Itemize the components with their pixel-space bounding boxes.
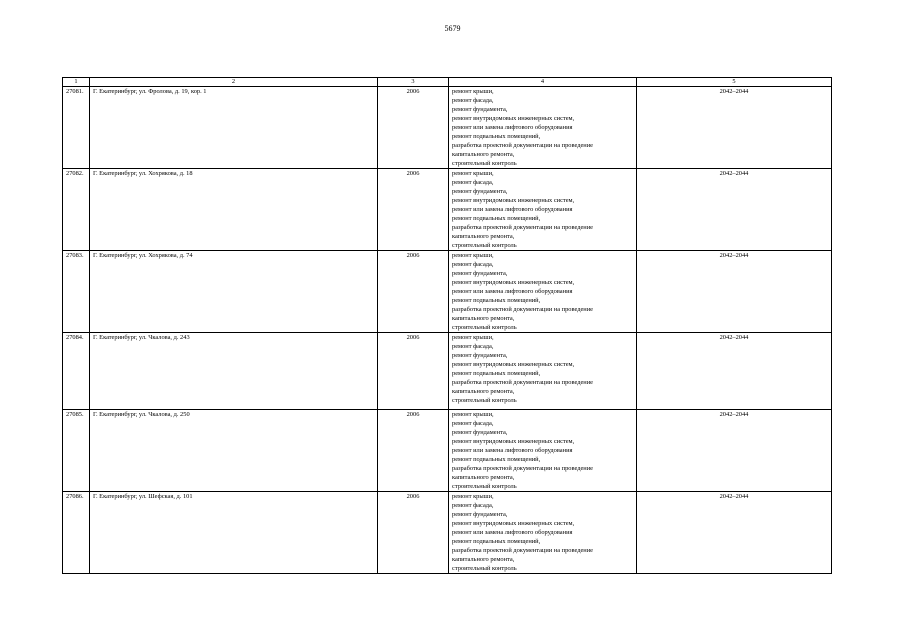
work-item: ремонт крыши, [452,493,494,500]
table-row [63,492,832,574]
work-item: разработка проектной документации на проведение [452,224,593,231]
row-address: Г. Екатеринбург, ул. Хохрякова, д. 74 [90,251,378,333]
table-row [63,169,832,251]
work-item: разработка проектной документации на проведение [452,379,593,386]
header-col-2: 2 [90,78,378,87]
row-address: Г. Екатеринбург, ул. Хохрякова, д. 18 [90,169,378,251]
row-address: Г. Екатеринбург, ул. Фролова, д. 19, кор. 1 [90,87,378,169]
header-col-5: 5 [637,78,832,87]
work-item: разработка проектной документации на проведение [452,142,593,149]
work-item: строительный контроль [452,565,517,572]
work-item: строительный контроль [452,242,517,249]
work-item: ремонт или замена лифтового оборудования [452,529,573,536]
work-item: строительный контроль [452,324,517,331]
work-item: ремонт подвальных помещений, [452,538,541,545]
row-period: 2042–2044 [637,333,832,410]
work-item: ремонт внутридомовых инженерных систем, [452,520,575,527]
row-works [449,410,637,492]
work-item: ремонт фасада, [452,97,494,104]
header-col-3: 3 [378,78,449,87]
table-row [63,251,832,333]
header-col-1: 1 [63,78,90,87]
row-year: 2006 [378,333,449,410]
work-item: ремонт подвальных помещений, [452,456,541,463]
work-item: ремонт фасада, [452,179,494,186]
work-item: капитального ремонта, [452,556,515,563]
work-item: ремонт внутридомовых инженерных систем, [452,361,575,368]
row-number: 27081. [63,87,90,169]
work-item: ремонт крыши, [452,170,494,177]
row-works [449,251,637,333]
work-item: ремонт фундамента, [452,270,508,277]
work-item: ремонт фасада, [452,502,494,509]
row-year: 2006 [378,410,449,492]
work-item: ремонт фасада, [452,420,494,427]
work-item: ремонт внутридомовых инженерных систем, [452,438,575,445]
row-year: 2006 [378,169,449,251]
work-item: ремонт или замена лифтового оборудования [452,288,573,295]
work-item: капитального ремонта, [452,474,515,481]
work-item: строительный контроль [452,397,517,404]
header-col-4: 4 [449,78,637,87]
work-item: капитального ремонта, [452,315,515,322]
work-item: ремонт крыши, [452,334,494,341]
row-works [449,492,637,574]
work-item: ремонт или замена лифтового оборудования [452,124,573,131]
work-item: ремонт фундамента, [452,106,508,113]
work-item: строительный контроль [452,483,517,490]
work-item: ремонт внутридомовых инженерных систем, [452,279,575,286]
row-period: 2042–2044 [637,251,832,333]
work-item: ремонт подвальных помещений, [452,215,541,222]
work-item: ремонт фундамента, [452,511,508,518]
page-number: 5679 [444,24,461,33]
work-item: ремонт или замена лифтового оборудования [452,447,573,454]
row-period: 2042–2044 [637,410,832,492]
row-year: 2006 [378,492,449,574]
work-item: капитального ремонта, [452,151,515,158]
work-item: разработка проектной документации на проведение [452,306,593,313]
row-period: 2042–2044 [637,169,832,251]
work-item: ремонт фасада, [452,343,494,350]
work-item: ремонт внутридомовых инженерных систем, [452,197,575,204]
row-address: Г. Екатеринбург, ул. Чкалова, д. 250 [90,410,378,492]
row-number: 27084. [63,333,90,410]
row-address: Г. Екатеринбург, ул. Шефская, д. 101 [90,492,378,574]
work-item: ремонт фундамента, [452,429,508,436]
header-row [63,78,832,87]
row-period: 2042–2044 [637,87,832,169]
work-item: ремонт или замена лифтового оборудования [452,206,573,213]
work-item: ремонт подвальных помещений, [452,133,541,140]
row-number: 27083. [63,251,90,333]
row-year: 2006 [378,251,449,333]
row-number: 27085. [63,410,90,492]
work-item: ремонт подвальных помещений, [452,297,541,304]
row-works [449,169,637,251]
row-works [449,333,637,410]
row-period: 2042–2044 [637,492,832,574]
table-row [63,333,832,410]
work-item: разработка проектной документации на проведение [452,547,593,554]
row-number: 27086. [63,492,90,574]
work-item: капитального ремонта, [452,388,515,395]
work-item: ремонт фундамента, [452,188,508,195]
work-item: ремонт крыши, [452,88,494,95]
table-body [63,87,832,574]
register-table [62,77,832,574]
work-item: разработка проектной документации на проведение [452,465,593,472]
work-item: строительный контроль [452,160,517,167]
work-item: ремонт крыши, [452,252,494,259]
work-item: ремонт фасада, [452,261,494,268]
work-item: ремонт фундамента, [452,352,508,359]
row-year: 2006 [378,87,449,169]
row-number: 27082. [63,169,90,251]
work-item: ремонт подвальных помещений, [452,370,541,377]
table-row [63,87,832,169]
work-item: капитального ремонта, [452,233,515,240]
row-works [449,87,637,169]
row-address: Г. Екатеринбург, ул. Чкалова, д. 243 [90,333,378,410]
work-item: ремонт внутридомовых инженерных систем, [452,115,575,122]
work-item: ремонт крыши, [452,411,494,418]
table-row [63,410,832,492]
